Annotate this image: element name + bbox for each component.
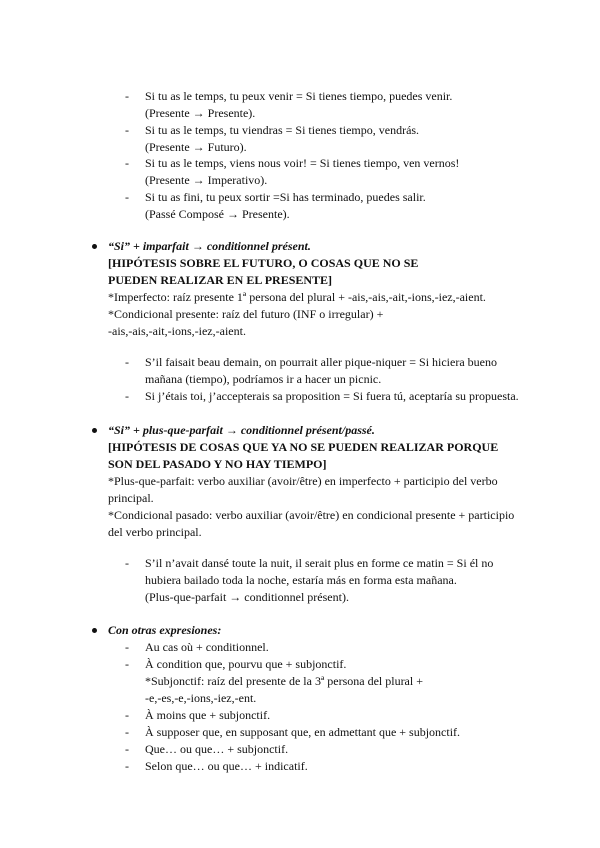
list-item-note: (Presente → Presente). (145, 106, 256, 120)
list-item: Au cas où + conditionnel. (145, 640, 269, 654)
list-item: Si tu as le temps, tu viendras = Si tienes tiempo, vendrás. (145, 123, 420, 137)
example-sentence: mañana (tiempo), podríamos ir a hacer un picnic. (145, 372, 382, 386)
list-item: Si tu as le temps, tu peux venir = Si tienes tiempo, puedes venir. (145, 89, 453, 103)
example-sentence: (Plus-que-parfait → conditionnel présent). (145, 590, 349, 604)
grammar-note: *Plus-que-parfait: verbo auxiliar (avoir/être) en imperfecto + participio del verbo (108, 474, 498, 488)
list-dash: - (125, 89, 129, 103)
list-item-note: (Presente → Futuro). (145, 140, 247, 154)
list-dash: - (125, 725, 129, 739)
list-dash: - (125, 190, 129, 204)
list-dash: - (125, 657, 129, 671)
list-dash: - (125, 156, 129, 170)
list-item: À moins que + subjonctif. (145, 708, 271, 722)
grammar-note: principal. (108, 491, 154, 505)
grammar-note: *Imperfecto: raíz presente 1ª persona del plural + -ais,-ais,-ait,-ions,-iez,-aient. (108, 290, 486, 304)
grammar-note: -ais,-ais,-ait,-ions,-iez,-aient. (108, 324, 246, 338)
example-sentence: S’il faisait beau demain, on pourrait aller pique-niquer = Si hiciera bueno (145, 355, 497, 369)
bullet-icon (92, 628, 97, 633)
section-subheading: [HIPÓTESIS SOBRE EL FUTURO, O COSAS QUE NO SE (108, 256, 419, 270)
list-dash: - (125, 759, 129, 773)
section-subheading: [HIPÓTESIS DE COSAS QUE YA NO SE PUEDEN REALIZAR PORQUE (108, 440, 499, 454)
list-dash: - (125, 123, 129, 137)
list-item: À condition que, pourvu que + subjonctif. (145, 657, 347, 671)
list-dash: - (125, 556, 129, 570)
grammar-note: *Condicional presente: raíz del futuro (INF o irregular) + (108, 307, 384, 321)
grammar-note: del verbo principal. (108, 525, 202, 539)
section-heading: “Si” + plus-que-parfait → conditionnel présent/passé. (108, 423, 375, 437)
list-dash: - (125, 640, 129, 654)
example-sentence: hubiera bailado toda la noche, estaría más en forma esta mañana. (145, 573, 457, 587)
list-dash: - (125, 389, 129, 403)
list-item: Si tu as fini, tu peux sortir =Si has terminado, puedes salir. (145, 190, 426, 204)
grammar-note: *Condicional pasado: verbo auxiliar (avoir/être) en condicional presente + participio (108, 508, 515, 522)
list-item: Selon que… ou que… + indicatif. (145, 759, 308, 773)
list-item-note: (Passé Composé → Presente). (145, 207, 290, 221)
list-item: Si tu as le temps, viens nous voir! = Si tienes tiempo, ven vernos! (145, 156, 460, 170)
section-subheading: SON DEL PASADO Y NO HAY TIEMPO] (108, 457, 327, 471)
example-sentence: S’il n’avait dansé toute la nuit, il serait plus en forme ce matin = Si él no (145, 556, 494, 570)
grammar-note: -e,-es,-e,-ions,-iez,-ent. (145, 691, 257, 705)
list-dash: - (125, 742, 129, 756)
section-heading: Con otras expresiones: (108, 623, 222, 637)
section-heading: “Si” + imparfait → conditionnel présent. (108, 239, 311, 253)
list-item: Que… ou que… + subjonctif. (145, 742, 289, 756)
list-dash: - (125, 708, 129, 722)
list-dash: - (125, 355, 129, 369)
example-sentence: Si j’étais toi, j’accepterais sa proposition = Si fuera tú, aceptaría su propuesta. (145, 389, 519, 403)
section-subheading: PUEDEN REALIZAR EN EL PRESENTE] (108, 273, 333, 287)
bullet-icon (92, 428, 97, 433)
list-item: À supposer que, en supposant que, en admettant que + subjonctif. (145, 725, 461, 739)
list-item-note: (Presente → Imperativo). (145, 173, 268, 187)
bullet-icon (92, 244, 97, 249)
grammar-note: *Subjonctif: raíz del presente de la 3ª persona del plural + (145, 674, 423, 688)
